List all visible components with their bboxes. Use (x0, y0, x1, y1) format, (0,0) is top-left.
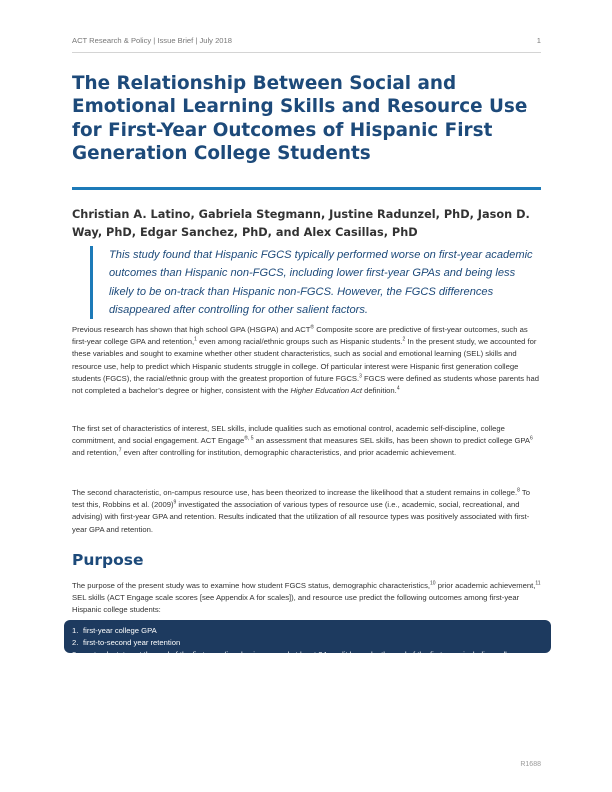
text-run: To test this, Robbins et al. (2009) (72, 488, 530, 510)
footnote-ref[interactable]: 9 (173, 499, 177, 506)
list-item-text: first-year college GPA (83, 626, 157, 635)
text-run: and retention, (72, 448, 119, 458)
author-list: Christian A. Latino, Gabriela Stegmann, Justine Radunzel, PhD, Jason D. Way, PhD, Edgar Sanchez, PhD, and Alex Casillas, PhD (72, 208, 530, 239)
registered-mark: ® (310, 324, 315, 331)
text-run: In the present study, we accounted for these variables and sought to examine whether other student characteristics, such as social and emotional learning (SEL) skills and resource use, help to predict which Hispanic students struggle in college. Of particular interest were Hispanic first generation college students (FGCS), the racial/ethnic group with the greatest proportion of future FGCS. (72, 337, 537, 383)
list-item-text: on-track status at the end of the first year (i.e., having earned at least 24 credit hours by the end of the first year, including college credits they may have earned in high school) (83, 650, 520, 672)
outcomes-list (72, 625, 544, 674)
page-number: 1 (536, 36, 541, 45)
footnote-ref[interactable]: 6 (530, 435, 533, 442)
list-item-text: first-to-second year retention (83, 638, 181, 648)
purpose-heading: Purpose (72, 551, 144, 569)
footnote-ref[interactable]: 7 (118, 447, 122, 454)
act-name: Higher Education Act (290, 386, 362, 396)
footnote-ref[interactable]: 10 (430, 580, 436, 587)
list-number: 2. (72, 638, 79, 648)
document-title: The Relationship Between Social and Emotional Learning Skills and Resource Use for First-Year Outcomes of Hispanic First Generation College Students (72, 73, 528, 164)
list-number: 3. (72, 650, 79, 660)
text-run: even among racial/ethnic groups such as Hispanic students. (196, 337, 403, 347)
list-item (72, 625, 544, 637)
footnote-ref[interactable]: 2 (402, 336, 406, 343)
document-code: R1688 (520, 761, 541, 768)
text-run: investigated the association of various types of resource use (i.e., academic, social, recreational, and advising) with first-year GPA and retention. Results indicated that the utilization of all resource types was positively associated with first-year GPA and retention. (72, 500, 530, 534)
footnote-ref[interactable]: 4 (396, 385, 400, 392)
text-run: an assessment that measures SEL skills, has been shown to predict college GPA (253, 436, 531, 446)
text-run: FGCS were defined as students whose parents had not completed a bachelor’s degree or higher, consistent with the (72, 373, 539, 396)
text-run: The second characteristic, on-campus resource use, has been theorized to increase the likelihood that a student remains in college. (72, 488, 518, 497)
footnote-ref[interactable]: 8 (517, 487, 520, 494)
footnote-ref[interactable]: 1 (194, 336, 197, 343)
sel-skills-paragraph (72, 423, 542, 460)
text-run: even after controlling for institution, demographic characteristics, and prior academic achievement. (121, 448, 457, 458)
text-run: definition. (361, 386, 397, 396)
footnote-ref[interactable]: ®, 5 (244, 435, 254, 442)
intro-paragraph (72, 324, 542, 397)
text-run: Composite score are predictive of first-year outcomes, such as first-year college GPA and retention, (72, 325, 528, 347)
list-item (72, 637, 544, 649)
list-number: 1. (72, 626, 79, 635)
text-run: prior academic achievement, (435, 581, 536, 590)
summary-callout: This study found that Hispanic FGCS typically performed worse on first-year academic outcomes than Hispanic non-FGCS, including lower first-year GPAs and being less likely to be on-track than Hispanic non-FGCS. However, the FGCS differences disappeared after controlling for other salient factors. (90, 246, 542, 319)
title-divider (72, 187, 541, 190)
footnote-ref[interactable]: 3 (359, 373, 362, 380)
text-run: The purpose of the present study was to examine how student FGCS status, demographic characteristics, (72, 581, 431, 590)
purpose-paragraph (72, 580, 542, 617)
running-header (72, 36, 541, 50)
text-run: The first set of characteristics of interest, SEL skills, include qualities such as emotional control, academic self-discipline, college commitment, and social engagement. ACT Engage (72, 424, 505, 446)
resource-use-paragraph (72, 487, 542, 536)
list-item (72, 649, 544, 673)
footnote-ref[interactable]: 11 (535, 580, 541, 587)
header-publication-info: ACT Research & Policy | Issue Brief | July 2018 (72, 36, 232, 45)
outcomes-panel (64, 620, 551, 672)
header-divider (72, 52, 541, 53)
text-run: SEL skills (ACT Engage scale scores [see Appendix A for scales]), and resource use predict the following outcomes among first-year Hispanic college students: (72, 593, 520, 615)
text-run: Previous research has shown that high school GPA (HSGPA) and ACT (72, 325, 311, 334)
